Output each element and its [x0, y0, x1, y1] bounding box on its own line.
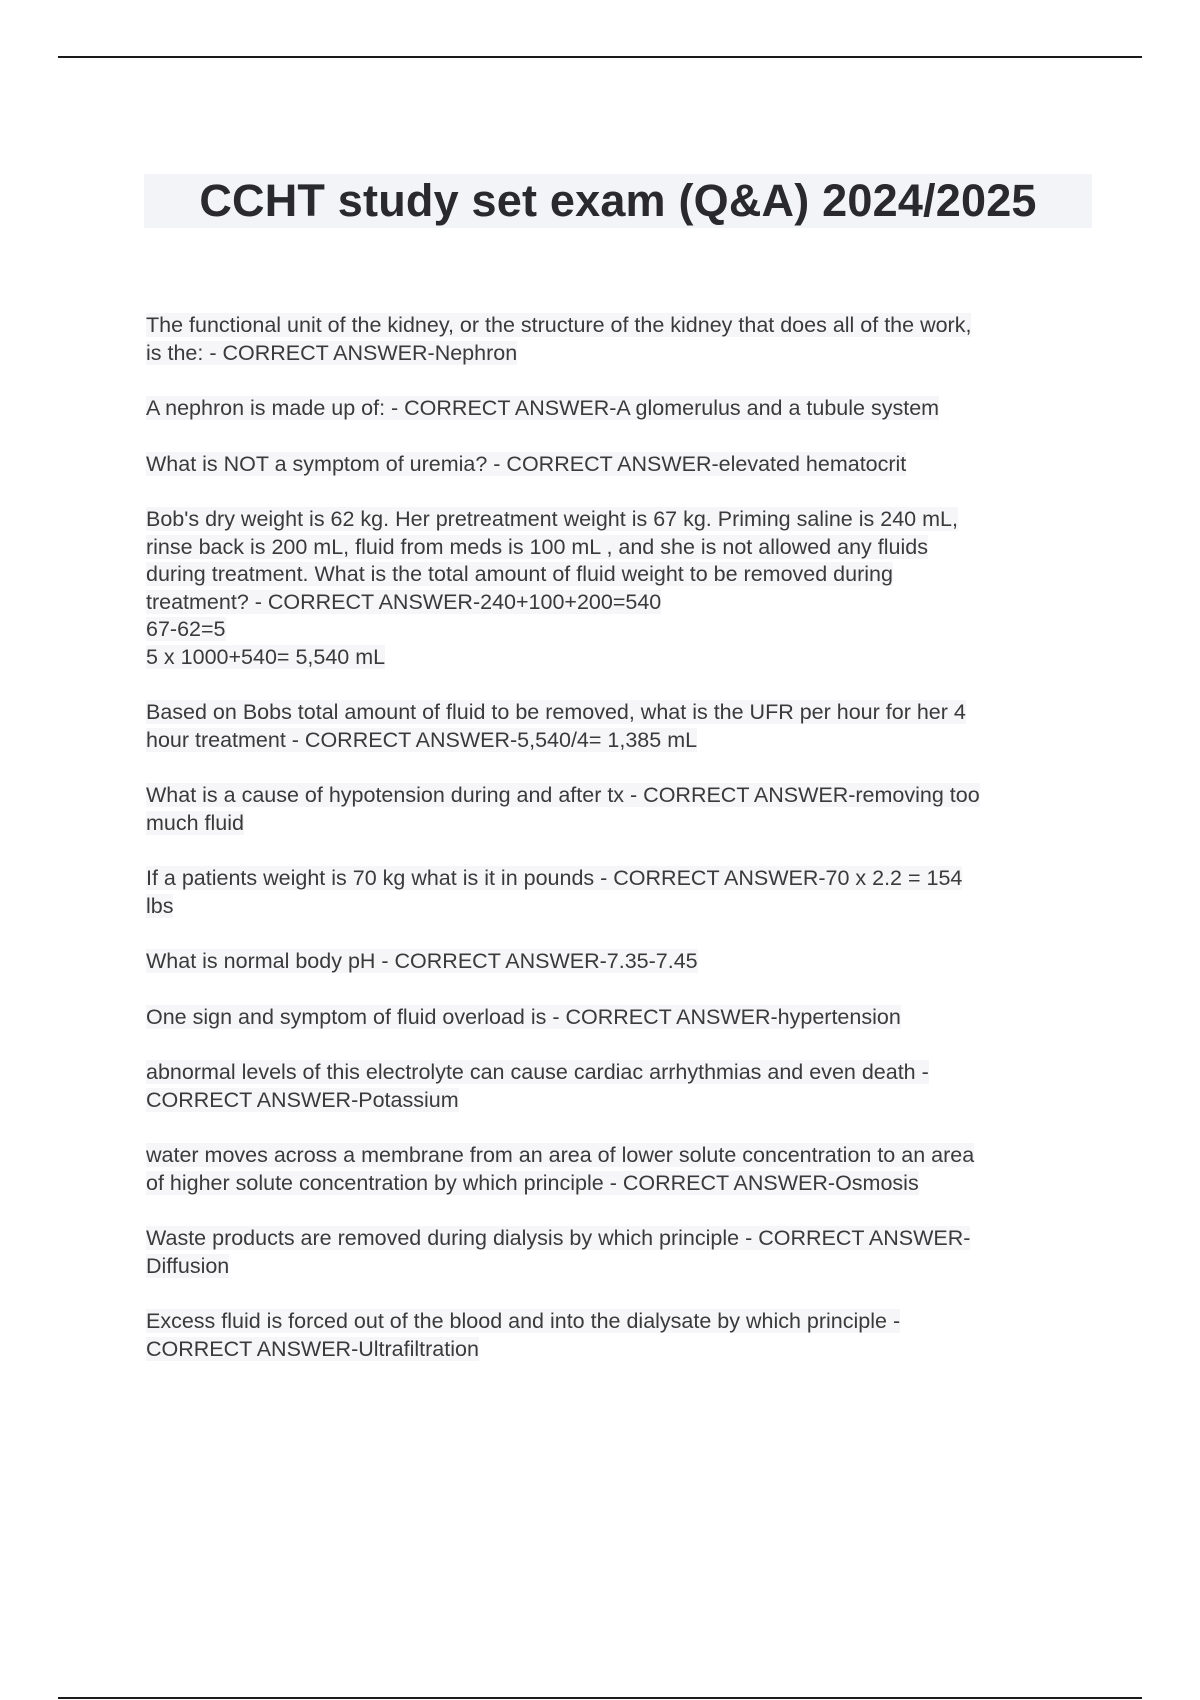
qa-line-text: 67-62=5: [146, 617, 226, 641]
qa-line-text: hour treatment - CORRECT ANSWER-5,540/4= 1,385 mL: [146, 727, 698, 752]
qa-line: [146, 782, 1098, 810]
qa-line: [146, 1308, 1098, 1336]
qa-item: [146, 1225, 1098, 1280]
top-divider: [58, 56, 1142, 58]
qa-line-text: Bob's dry weight is 62 kg. Her pretreatment weight is 67 kg. Priming saline is 240 mL,: [146, 507, 958, 531]
qa-line-text: CORRECT ANSWER-Ultrafiltration: [146, 1336, 479, 1361]
qa-line-text: Diffusion: [146, 1253, 230, 1278]
title-block: [144, 174, 1092, 228]
qa-line-text: Waste products are removed during dialysis by which principle - CORRECT ANSWER-: [146, 1226, 971, 1250]
qa-line-text: Excess fluid is forced out of the blood and into the dialysate by which principle -: [146, 1309, 901, 1333]
qa-line-text: lbs: [146, 893, 174, 918]
bottom-divider: [58, 1697, 1142, 1699]
qa-line-text: water moves across a membrane from an area of lower solute concentration to an area: [146, 1143, 975, 1167]
qa-line: [146, 1336, 1098, 1364]
qa-line: [146, 699, 1098, 727]
qa-item: [146, 1142, 1098, 1197]
qa-line-text: Based on Bobs total amount of fluid to be removed, what is the UFR per hour for her 4: [146, 700, 966, 724]
qa-line-text: of higher solute concentration by which principle - CORRECT ANSWER-Osmosis: [146, 1170, 919, 1195]
qa-line: [146, 451, 1098, 479]
qa-line: [146, 810, 1098, 838]
qa-line-text: What is a cause of hypotension during and after tx - CORRECT ANSWER-removing too: [146, 783, 980, 807]
qa-line-text: treatment? - CORRECT ANSWER-240+100+200=540: [146, 589, 662, 614]
qa-line: [146, 1170, 1098, 1198]
qa-list: [146, 312, 1098, 1391]
qa-line: [146, 948, 1098, 976]
qa-line: [146, 395, 1098, 423]
qa-line-text: What is normal body pH - CORRECT ANSWER-7.35-7.45: [146, 949, 698, 973]
qa-line: [146, 1004, 1098, 1032]
qa-line: [146, 1087, 1098, 1115]
qa-item: [146, 451, 1098, 479]
qa-item: [146, 948, 1098, 976]
qa-line: [146, 534, 1098, 562]
qa-item: [146, 1308, 1098, 1363]
qa-line-text: CORRECT ANSWER-Potassium: [146, 1087, 459, 1112]
qa-line-text: A nephron is made up of: - CORRECT ANSWER-A glomerulus and a tubule system: [146, 396, 940, 420]
qa-item: [146, 1004, 1098, 1032]
qa-line-text: abnormal levels of this electrolyte can cause cardiac arrhythmias and even death -: [146, 1060, 929, 1084]
qa-line: [146, 1253, 1098, 1281]
qa-line-text: much fluid: [146, 810, 244, 835]
qa-line: [146, 1142, 1098, 1170]
qa-item: [146, 865, 1098, 920]
qa-line: [146, 893, 1098, 921]
qa-line-text: 5 x 1000+540= 5,540 mL: [146, 644, 386, 669]
qa-line: [146, 340, 1098, 368]
qa-line: [146, 561, 1098, 589]
qa-line-text: during treatment. What is the total amount of fluid weight to be removed during: [146, 562, 893, 586]
qa-line-text: One sign and symptom of fluid overload is - CORRECT ANSWER-hypertension: [146, 1004, 901, 1029]
qa-line: [146, 865, 1098, 893]
qa-line: [146, 506, 1098, 534]
qa-line-text: rinse back is 200 mL, fluid from meds is 100 mL , and she is not allowed any fluids: [146, 534, 928, 559]
qa-line: [146, 644, 1098, 672]
qa-line: [146, 312, 1098, 340]
qa-item: [146, 506, 1098, 671]
qa-item: [146, 782, 1098, 837]
qa-item: [146, 395, 1098, 423]
qa-line-text: The functional unit of the kidney, or the structure of the kidney that does all of the work,: [146, 313, 972, 337]
qa-line: [146, 1225, 1098, 1253]
qa-line: [146, 727, 1098, 755]
qa-line: [146, 1059, 1098, 1087]
qa-line: [146, 616, 1098, 644]
qa-item: [146, 1059, 1098, 1114]
qa-item: [146, 699, 1098, 754]
qa-line-text: If a patients weight is 70 kg what is it in pounds - CORRECT ANSWER-70 x 2.2 = 154: [146, 866, 963, 890]
qa-line: [146, 589, 1098, 617]
qa-item: [146, 312, 1098, 367]
qa-line-text: is the: - CORRECT ANSWER-Nephron: [146, 340, 518, 365]
qa-line-text: What is NOT a symptom of uremia? - CORRECT ANSWER-elevated hematocrit: [146, 451, 907, 476]
document-title: CCHT study set exam (Q&A) 2024/2025: [199, 175, 1037, 226]
